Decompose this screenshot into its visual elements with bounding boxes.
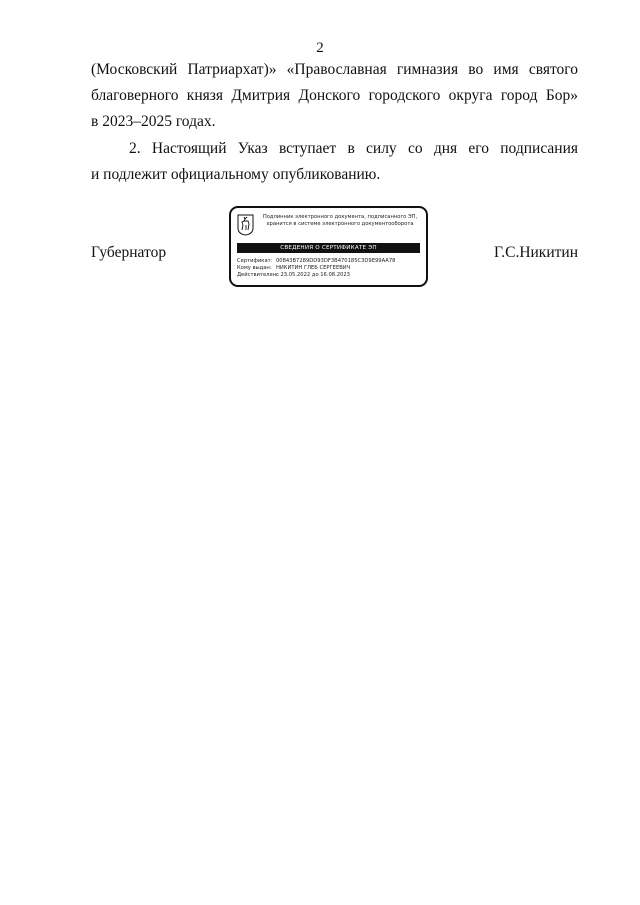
stamp-header-line-1: Подлинник электронного документа, подписанного ЭП, [262, 214, 418, 220]
paragraph-2-line-1: 2. Настоящий Указ вступает в силу со дня его подписания [129, 140, 578, 157]
valid-value: с 23.05.2022 до 16.08.2023 [276, 272, 350, 279]
paragraph-1-line-1: (Московский Патриархат)» «Православная гимназия во имя святого [91, 61, 578, 78]
signatory-name: Г.С.Никитин [494, 244, 578, 261]
stamp-row-certificate [237, 258, 423, 265]
issued-to-label: Кому выдан: [237, 265, 272, 272]
paragraph-2 [91, 136, 578, 188]
stamp-header [257, 214, 423, 228]
stamp-header-line-2: хранится в системе электронного документооборота [266, 221, 414, 227]
stamp-details [237, 258, 423, 280]
stamp-row-valid [237, 272, 423, 279]
valid-label: Действителен: [237, 272, 278, 279]
paragraph-1-line-3: в 2023–2025 годах. [91, 113, 216, 130]
electronic-signature-stamp [229, 206, 428, 287]
paragraph-1 [91, 57, 578, 135]
page-number: 2 [316, 40, 324, 56]
issued-to-value: НИКИТИН ГЛЕБ СЕРГЕЕВИЧ [276, 265, 351, 272]
stamp-certificate-title: СВЕДЕНИЯ О СЕРТИФИКАТЕ ЭП [237, 243, 420, 253]
signatory-position: Губернатор [91, 244, 167, 261]
paragraph-2-line-2: и подлежит официальному опубликованию. [91, 166, 381, 183]
certificate-value: 00843B7289DD93DF3B470185C3D9E99AA78 [276, 258, 396, 264]
certificate-label: Сертификат: [237, 258, 273, 264]
deer-coat-of-arms-icon [237, 214, 254, 236]
paragraph-1-line-2: благоверного князя Дмитрия Донского городского округа город Бор» [91, 87, 578, 104]
